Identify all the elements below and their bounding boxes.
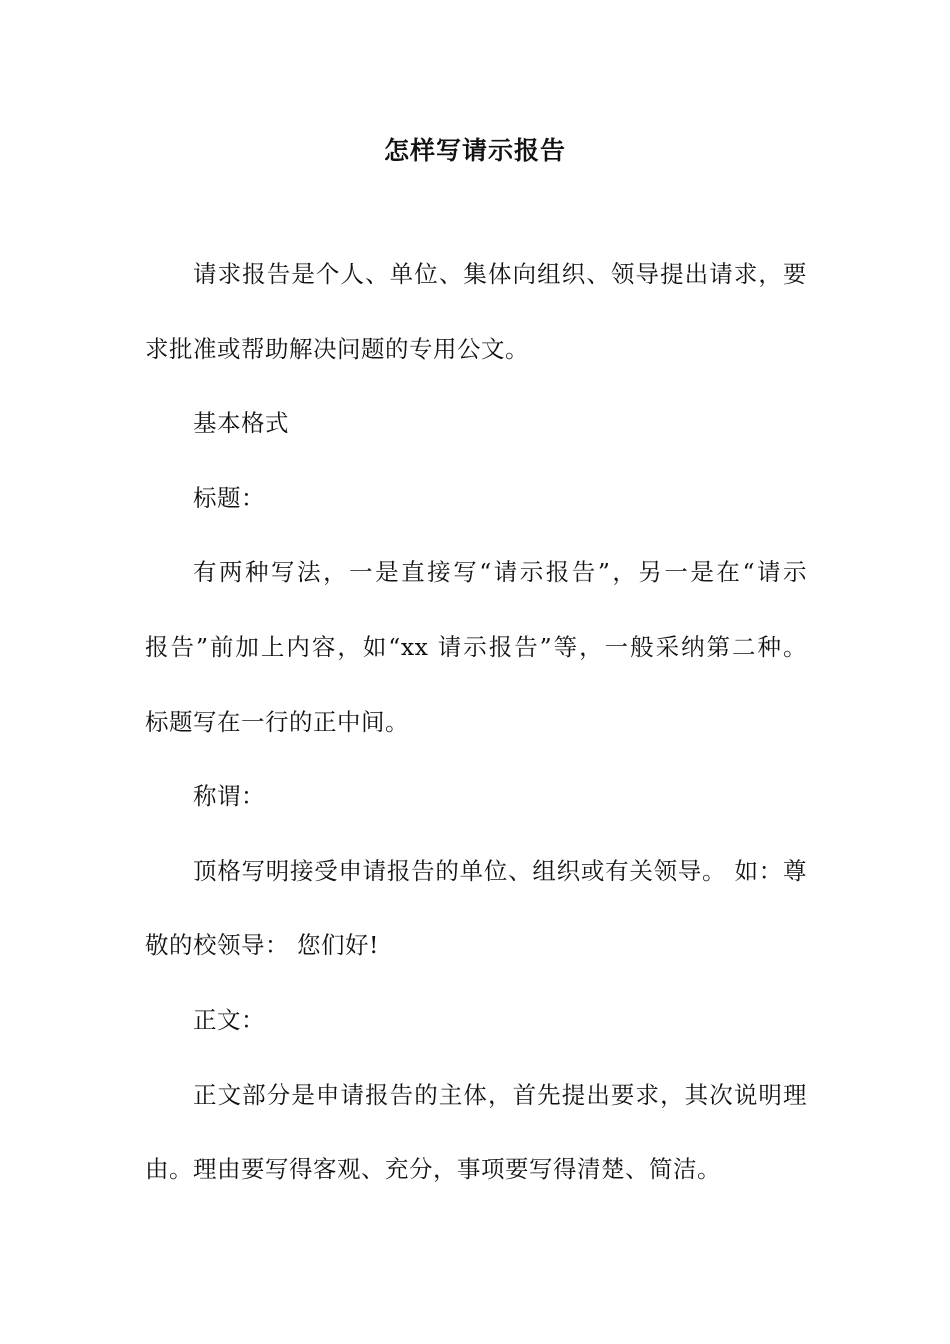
paragraph-line: 请求报告是个人、单位、集体向组织、领导提出请求，要 bbox=[193, 260, 807, 288]
paragraph-line: 求批准或帮助解决问题的专用公文。 bbox=[145, 334, 529, 363]
paragraph-line: 敬的校领导： 您们好! bbox=[145, 931, 379, 960]
document-title: 怎样写请示报告 bbox=[383, 136, 566, 165]
paragraph-line: 标题写在一行的正中间。 bbox=[145, 707, 409, 736]
section-heading: 标题： bbox=[193, 483, 265, 512]
paragraph-line: 有两种写法，一是直接写“请示报告”，另一是在“请示 bbox=[193, 558, 807, 587]
section-heading: 称谓： bbox=[193, 782, 265, 811]
document-body bbox=[145, 256, 807, 1226]
paragraph-line: 顶格写明接受申请报告的单位、组织或有关领导。 如：尊 bbox=[193, 856, 807, 885]
paragraph-line: 报告”前加上内容，如“xx 请示报告”等，一般采纳第二种。 bbox=[145, 632, 807, 661]
section-heading: 基本格式 bbox=[193, 409, 289, 438]
paragraph-line: 由。理由要写得客观、充分，事项要写得清楚、简洁。 bbox=[145, 1155, 721, 1184]
section-heading: 正文： bbox=[193, 1005, 265, 1034]
paragraph-line: 正文部分是申请报告的主体，首先提出要求，其次说明理 bbox=[193, 1080, 807, 1109]
